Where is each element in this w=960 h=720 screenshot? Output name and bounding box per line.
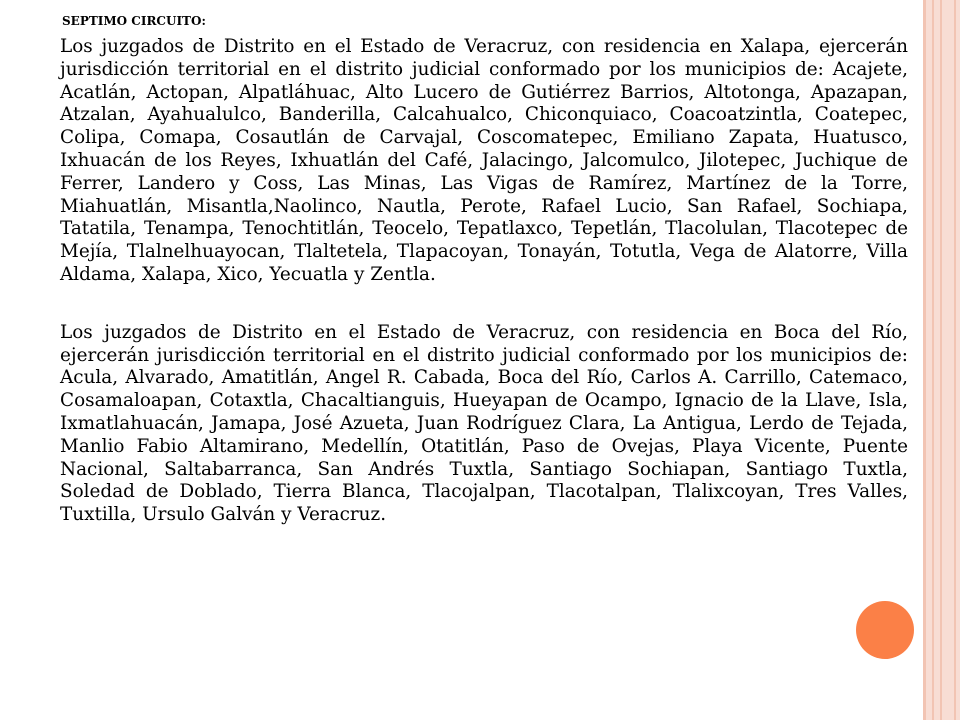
side-stripe: [954, 0, 956, 720]
paragraph-xalapa: Los juzgados de Distrito en el Estado de Veracruz, con residencia en Xalapa, ejercerán jurisdicción territorial en el distrito judicial conformado por los municipios de: Acajete, Acatlán, Actopan, Alpatláhuac, Alto Lucero de Gutiérrez Barrios, Altotonga, Apazapan, Atzalan, Ayahualulco, Banderilla, Calcahualco, Chiconquiaco, Coacoatzintla, Coatepec, Colipa, Comapa, Cosautlán de Carvajal, Coscomatepec, Emiliano Zapata, Huatusco, Ixhuacán de los Reyes, Ixhuatlán del Café, Jalacingo, Jalcomulco, Jilotepec, Juchique de Ferrer, Landero y Coss, Las Minas, Las Vigas de Ramírez, Martínez de la Torre, Miahuatlán, Misantla,Naolinco, Nautla, Perote, Rafael Lucio, San Rafael, Sochiapa, Tatatila, Tenampa, Tenochtitlán, Teocelo, Tepatlaxco, Tepetlán, Tlacolulan, Tlacotepec de Mejía, Tlalnelhuayocan, Tlaltetela, Tlapacoyan, Tonayán, Totutla, Vega de Alatorre, Villa Aldama, Xalapa, Xico, Yecuatla y Zentla.: [60, 36, 908, 285]
side-stripe: [940, 0, 942, 720]
accent-circle: [856, 601, 914, 659]
side-stripe: [923, 0, 926, 720]
side-stripe: [932, 0, 934, 720]
slide-heading: SEPTIMO CIRCUITO:: [62, 14, 206, 28]
decorative-side-panel: [924, 0, 960, 720]
slide-body: [60, 36, 908, 527]
paragraph-boca-del-rio: Los juzgados de Distrito en el Estado de Veracruz, con residencia en Boca del Río, ejercerán jurisdicción territorial en el distrito judicial conformado por los municipios de: Acula, Alvarado, Amatitlán, Angel R. Cabada, Boca del Río, Carlos A. Carrillo, Catemaco, Cosamaloapan, Cotaxtla, Chacaltianguis, Hueyapan de Ocampo, Ignacio de la Llave, Isla, Ixmatlahuacán, Jamapa, José Azueta, Juan Rodríguez Clara, La Antigua, Lerdo de Tejada, Manlio Fabio Altamirano, Medellín, Otatitlán, Paso de Ovejas, Playa Vicente, Puente Nacional, Saltabarranca, San Andrés Tuxtla, Santiago Sochiapan, Santiago Tuxtla, Soledad de Doblado, Tierra Blanca, Tlacojalpan, Tlacotalpan, Tlalixcoyan, Tres Valles, Tuxtilla, Ursulo Galván y Veracruz.: [60, 321, 908, 526]
